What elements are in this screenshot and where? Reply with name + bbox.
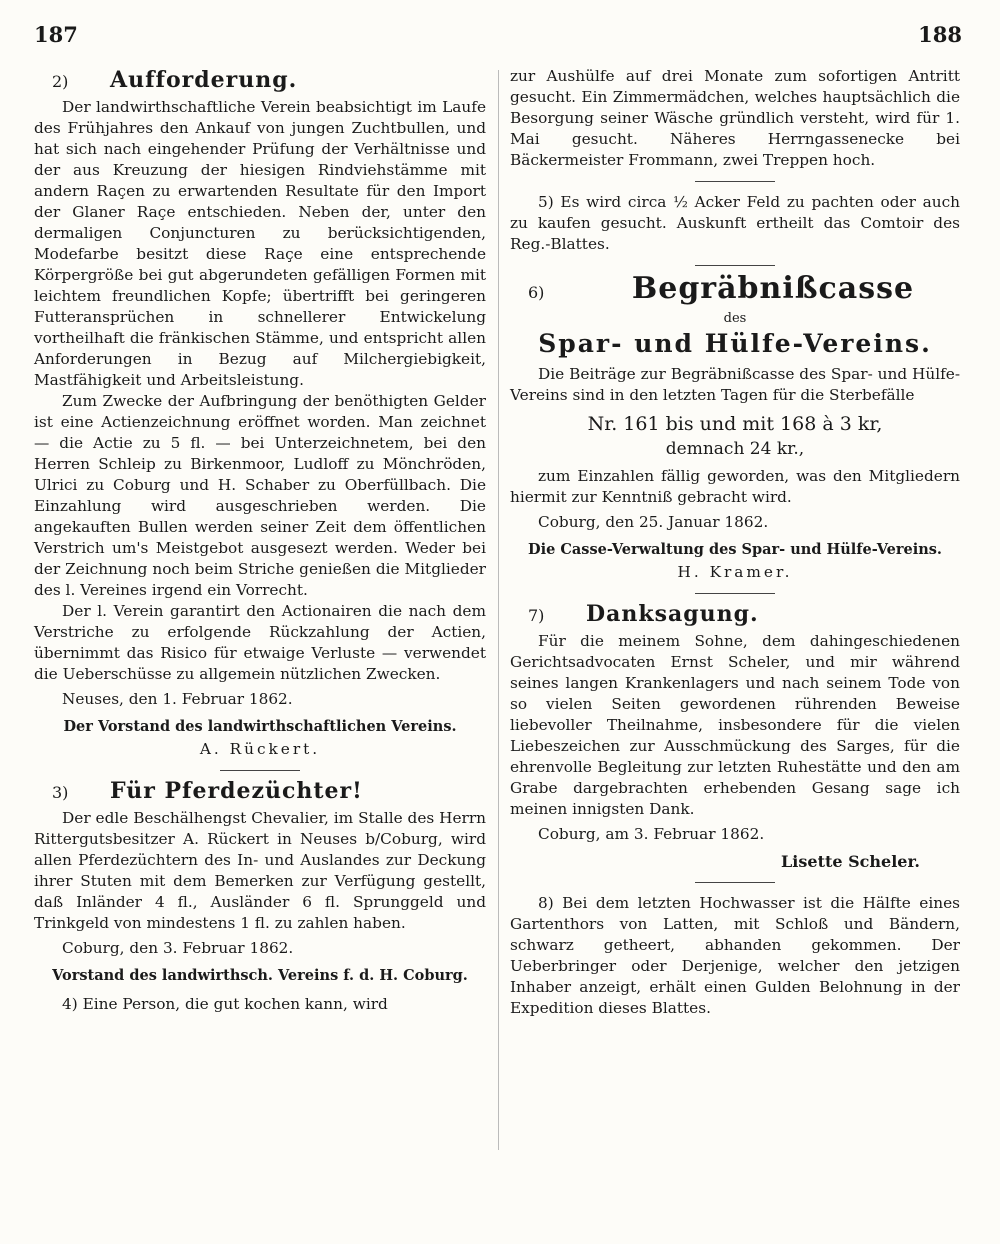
notice-title: Für Pferdezüchter! [110,778,363,804]
notice-signer-name: A. Rückert. [199,740,321,758]
notice-signature: Der Vorstand des landwirthschaftlichen Vereins. [63,718,457,735]
total-amount: demnach 24 kr., [665,439,805,459]
notice-number: 2) [52,72,69,91]
aufforderung-heading [34,67,486,93]
divider-rule [695,181,775,182]
member-numbers: Nr. 161 bis und mit 168 à 3 kr, [587,413,883,435]
page-number-right: 188 [918,22,962,47]
notice-paragraph: zum Einzahlen fällig geworden, was den Mitgliedern hiermit zur Kenntniß gebracht wird. [510,467,960,506]
notice-title: Danksagung. [586,601,759,627]
right-column [510,66,960,1019]
notice-signature: Vorstand des landwirthsch. Vereins f. d. H. Coburg. [52,967,468,984]
notice-paragraph: Für die meinem Sohne, dem dahingeschiedenen Gerichtsadvocaten Ernst Scheler, und mir während seines langen Krankenlagers und nach seinem Tode von so vielen Seiten gewordenen rührenden Beweise liebevoller Theilnahme, insbesondere für die vielen Liebeszeichen zur Ausschmückung des Sarges, für die ehrenvolle Begleitung zur letzten Ruhestätte und den am Grabe dargebrachten erhebenden Gesang sage ich meinen innigsten Dank. [510,632,960,818]
notice-title: Aufforderung. [110,67,298,93]
left-column [34,66,486,1015]
page-number-left: 187 [34,22,78,47]
notice-signature: Lisette Scheler. [781,852,920,871]
notice-title: Begräbnißcasse [631,271,915,306]
notice-paragraph: 4) Eine Person, die gut kochen kann, wird [62,995,388,1013]
divider-rule [695,882,775,883]
notice-paragraph: Der l. Verein garantirt den Actionairen die nach dem Verstriche zu erfolgende Rückzahlung der Actien, übernimmt das Risico für etwaige Verluste — verwendet die Ueberschüsse zu allgemein nützlichen Zwecken. [34,602,486,683]
notice-paragraph: 5) Es wird circa ½ Acker Feld zu pachten oder auch zu kaufen gesucht. Auskunft ertheilt das Comtoir des Reg.-Blattes. [510,193,960,253]
notice-paragraph: Der landwirthschaftliche Verein beabsichtigt im Laufe des Frühjahres den Ankauf von jungen Zuchtbullen, und hat sich nach eingehender Prüfung der Verhältnisse und der aus Kreuzung der hiesigen Rindviehstämme mit andern Raçen zu erwartenden Resultate für den Import der Glaner Raçe entschieden. Neben der, unter den dermaligen Conjuncturen zu berücksichtigenden, Modefarbe besitzt diese Raçe eine entsprechende Körpergröße bei gut abgerundeten gefälligen Formen mit leichtem freundlichen Kopfe; übertrifft bei geringeren Futteransprüchen in schnellerer Entwickelung vortheilhaft die fränkischen Stämme, und entspricht allen Anforderungen in Bezug auf Milchergiebigkeit, Mastfähigkeit und Arbeitsleistung. [34,98,486,389]
notice-signature: Die Casse-Verwaltung des Spar- und Hülfe-Vereins. [528,541,942,558]
notice-date: Neuses, den 1. Februar 1862. [62,690,293,708]
begraebnis-heading [510,271,960,306]
notice-subtitle-association: Spar- und Hülfe-Vereins. [538,329,932,358]
notice-date: Coburg, den 25. Januar 1862. [538,513,769,531]
notice-paragraph: zur Aushülfe auf drei Monate zum sofortigen Antritt gesucht. Ein Zimmermädchen, welches hauptsächlich die Besorgung seiner Wäsche gründlich versteht, wird für 1. Mai gesucht. Näheres Herrngassenecke bei Bäckermeister Frommann, zwei Treppen hoch. [510,67,960,169]
notice-signer-name: H. Kramer. [677,563,793,581]
column-separator [498,70,499,1150]
divider-rule [220,770,300,771]
notice-number: 6) [528,283,545,302]
divider-rule [695,265,775,266]
notice-paragraph: Die Beiträge zur Begräbnißcasse des Spar- und Hülfe-Vereins sind in den letzten Tagen für die Sterbefälle [510,365,960,404]
notice-number: 7) [528,606,545,625]
notice-paragraph: Der edle Beschälhengst Chevalier, im Stalle des Herrn Rittergutsbesitzer A. Rückert in Neuses b/Coburg, wird allen Pferdezüchtern des In- und Auslandes zur Deckung ihrer Stuten mit dem Bemerken zur Verfügung gestellt, daß Inländer 4 fl., Ausländer 6 fl. Sprunggeld und Trinkgeld von mindestens 1 fl. zu zahlen haben. [34,809,486,932]
notice-subtitle: des [723,311,747,326]
notice-date: Coburg, am 3. Februar 1862. [538,825,765,843]
divider-rule [695,593,775,594]
notice-number: 3) [52,783,69,802]
notice-paragraph: Zum Zwecke der Aufbringung der benöthigten Gelder ist eine Actienzeichnung eröffnet worden. Man zeichnet — die Actie zu 5 fl. — bei Unterzeichnetem, bei den Herren Schleip zu Birkenmoor, Ludloff zu Mönchröden, Ulrici zu Coburg und H. Schaber zu Oberfüllbach. Die Einzahlung wird ausgeschrieben werden. Die angekauften Bullen werden seiner Zeit dem öffentlichen Verstrich um's Meistgebot ausgesezt werden. Weder bei der Zeichnung noch beim Striche genießen die Mitglieder des l. Vereines irgend ein Vorrecht. [34,392,486,599]
notice-paragraph: 8) Bei dem letzten Hochwasser ist die Hälfte eines Gartenthors von Latten, mit Schloß und Bändern, schwarz getheert, abhanden gekommen. Der Ueberbringer oder Derjenige, welcher den jetzigen Inhaber anzeigt, erhält einen Gulden Belohnung in der Expedition dieses Blattes. [510,894,960,1017]
pferde-heading [34,778,486,804]
notice-date: Coburg, den 3. Februar 1862. [62,939,294,957]
danksagung-heading [510,601,960,627]
